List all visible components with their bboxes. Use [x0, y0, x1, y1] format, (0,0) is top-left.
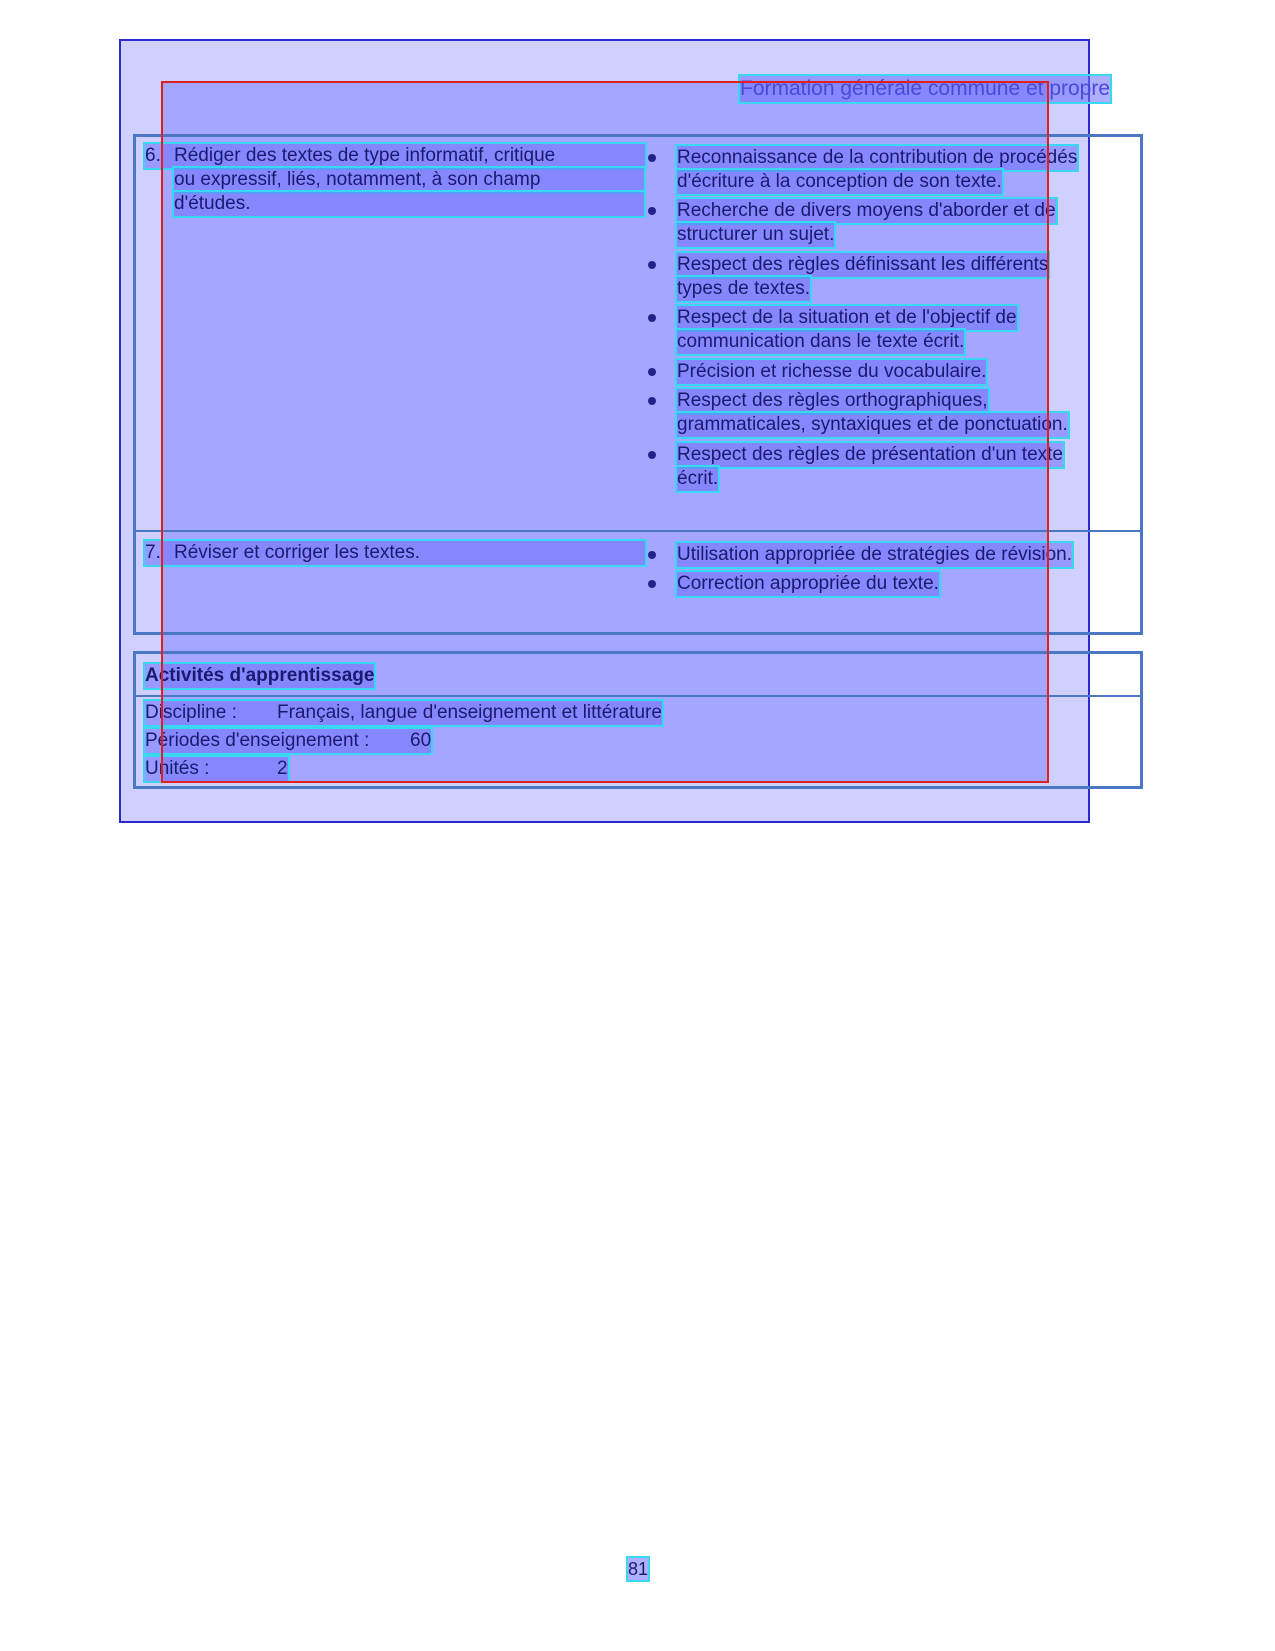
objective-row-7: [145, 541, 645, 565]
bullet-icon: [648, 207, 656, 215]
criterion-text: Respect des règles de présentation d'un texte: [677, 444, 1063, 465]
bullet-icon: [648, 580, 656, 588]
objective-text: Réviser et corriger les textes.: [174, 542, 421, 563]
page-number: 81: [628, 1559, 649, 1579]
criterion-text: Correction appropriée du texte.: [677, 573, 939, 594]
section-header: Formation générale commune et propre: [740, 77, 1111, 100]
objective-row-6-line-2: ou expressif, liés, notamment, à son champ: [174, 168, 644, 192]
bullet-icon: [648, 551, 656, 559]
periods-label: Périodes d'enseignement :: [145, 730, 370, 751]
activities-title: Activités d'apprentissage: [145, 665, 375, 686]
criterion-text: Utilisation appropriée de stratégies de révision.: [677, 544, 1072, 565]
criterion-text: structurer un sujet.: [677, 224, 835, 245]
criterion-text: Respect des règles définissant les différents: [677, 254, 1049, 275]
criterion-text: Respect de la situation et de l'objectif de: [677, 307, 1017, 328]
criterion-text: Recherche de divers moyens d'aborder et de: [677, 200, 1056, 221]
criterion-text: Respect des règles orthographiques,: [677, 390, 988, 411]
objective-row-6-line-3: d'études.: [174, 192, 644, 216]
bullet-icon: [648, 314, 656, 322]
criterion-text: Reconnaissance de la contribution de procédés: [677, 147, 1078, 168]
discipline-label: Discipline :: [145, 702, 237, 723]
criterion-text: écrit.: [677, 468, 719, 489]
bullet-icon: [648, 154, 656, 162]
periods-value: 60: [410, 730, 432, 751]
criterion-text: grammaticales, syntaxiques et de ponctuation.: [677, 414, 1068, 435]
criterion-text: communication dans le texte écrit.: [677, 331, 965, 352]
row-separator: [133, 530, 1143, 532]
bullet-icon: [648, 368, 656, 376]
units-value: 2: [277, 758, 288, 779]
criterion-text: types de textes.: [677, 278, 811, 299]
criterion-text: d'écriture à la conception de son texte.: [677, 171, 1002, 192]
objective-number: 7.: [145, 542, 161, 563]
bullet-icon: [648, 397, 656, 405]
objective-row-6-line-1: [145, 144, 645, 168]
objective-text: Rédiger des textes de type informatif, critique: [174, 145, 556, 166]
bullet-icon: [648, 261, 656, 269]
objective-number: 6.: [145, 145, 161, 166]
discipline-value: Français, langue d'enseignement et littérature: [277, 702, 662, 723]
units-row: [145, 757, 288, 781]
row-separator: [133, 695, 1143, 697]
bullet-icon: [648, 451, 656, 459]
criterion-text: Précision et richesse du vocabulaire.: [677, 361, 987, 382]
discipline-row: [145, 701, 662, 725]
periods-row: [145, 729, 431, 753]
units-label: Unités :: [145, 758, 210, 779]
